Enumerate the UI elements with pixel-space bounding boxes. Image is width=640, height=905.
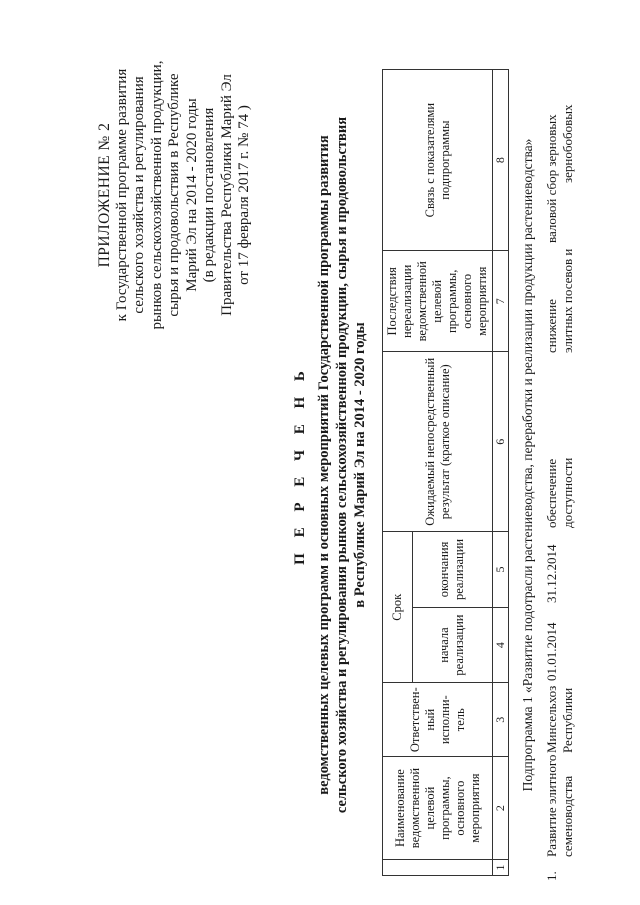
row-executor-line: Минсельхоз xyxy=(544,685,559,753)
subtitle-line: в Республике Марий Эл на 2014 - 2020 годы xyxy=(352,322,368,608)
column-number: 8 xyxy=(493,70,509,251)
row-consequences-line: элитных посевов и xyxy=(560,248,575,353)
table-header-row xyxy=(383,70,413,876)
row-consequences xyxy=(544,249,576,353)
column-number: 1 xyxy=(493,860,509,876)
row-end-date: 31.12.2014 xyxy=(544,544,559,603)
subprogram-title: Подпрограмма 1 «Развитие подотрасли растениеводства, переработки и реализации продукции растениеводства» xyxy=(520,138,535,792)
column-number: 2 xyxy=(493,757,509,860)
document-subtitle xyxy=(315,65,369,865)
header-col-1 xyxy=(383,860,493,876)
appendix-title: ПРИЛОЖЕНИЕ № 2 xyxy=(96,122,113,268)
column-number-row xyxy=(493,70,509,876)
row-name-line: семеноводства xyxy=(560,775,575,857)
column-number: 7 xyxy=(493,251,509,352)
document-title: П Е Р Е Ч Е Н Ь xyxy=(292,365,308,565)
row-number: 1. xyxy=(544,871,559,881)
appendix-line: (в редакции постановления xyxy=(201,107,217,283)
header-name: Наименование ведомственной целевой программы, основного мероприятия xyxy=(383,757,493,860)
row-executor-line: Республики xyxy=(560,687,575,753)
row-result xyxy=(544,458,576,528)
column-number: 4 xyxy=(493,607,509,683)
subtitle-line: сельского хозяйства и регулирования рынков сельскохозяйственной продукции, сырья и продовольствия xyxy=(334,116,350,814)
header-end: окончания реализации xyxy=(412,532,492,608)
appendix-line: Правительства Республики Марий Эл xyxy=(218,74,235,316)
row-consequences-line: снижение xyxy=(544,299,559,353)
row-name-line: Развитие элитного xyxy=(544,754,559,857)
column-number: 5 xyxy=(493,532,509,608)
row-start-date: 01.01.2014 xyxy=(544,622,559,681)
row-indicators-line: зернобобовых xyxy=(560,104,575,183)
header-indicators: Связь с показателями подпрограммы xyxy=(383,70,493,251)
header-executor: Ответствен-ный исполни-тель xyxy=(383,683,493,757)
row-result-line: доступности xyxy=(560,457,575,528)
appendix-line: Марий Эл на 2014 - 2020 годы xyxy=(183,98,200,292)
header-result: Ожидаемый непосредственный результат (краткое описание) xyxy=(383,352,493,532)
appendix-line: сельского хозяйства и регулирования xyxy=(131,76,147,314)
column-number: 6 xyxy=(493,352,509,532)
measures-table xyxy=(382,69,509,876)
column-number: 3 xyxy=(493,683,509,757)
header-consequences: Последствия нереализации ведомственной целевой программы, основного мероприятия xyxy=(383,251,493,352)
subtitle-line: ведомственных целевых программ и основных мероприятий Государственной программы развития xyxy=(316,135,332,795)
appendix-line: к Государственной программе развития xyxy=(113,68,130,322)
appendix-block xyxy=(96,20,254,370)
header-start: начала реализации xyxy=(412,607,492,683)
appendix-line: рынков сельскохозяйственной продукции, xyxy=(148,60,165,330)
row-indicators-line: валовой сбор зерновых xyxy=(544,114,559,243)
appendix-line: сырья и продовольствия в Республике xyxy=(166,73,182,317)
row-indicators xyxy=(544,105,576,243)
row-executor xyxy=(544,686,576,753)
appendix-line: от 17 февраля 2017 г. № 74 ) xyxy=(236,105,252,285)
row-name xyxy=(544,755,576,857)
row-result-line: обеспечение xyxy=(544,458,559,528)
header-term: Срок xyxy=(383,532,413,683)
